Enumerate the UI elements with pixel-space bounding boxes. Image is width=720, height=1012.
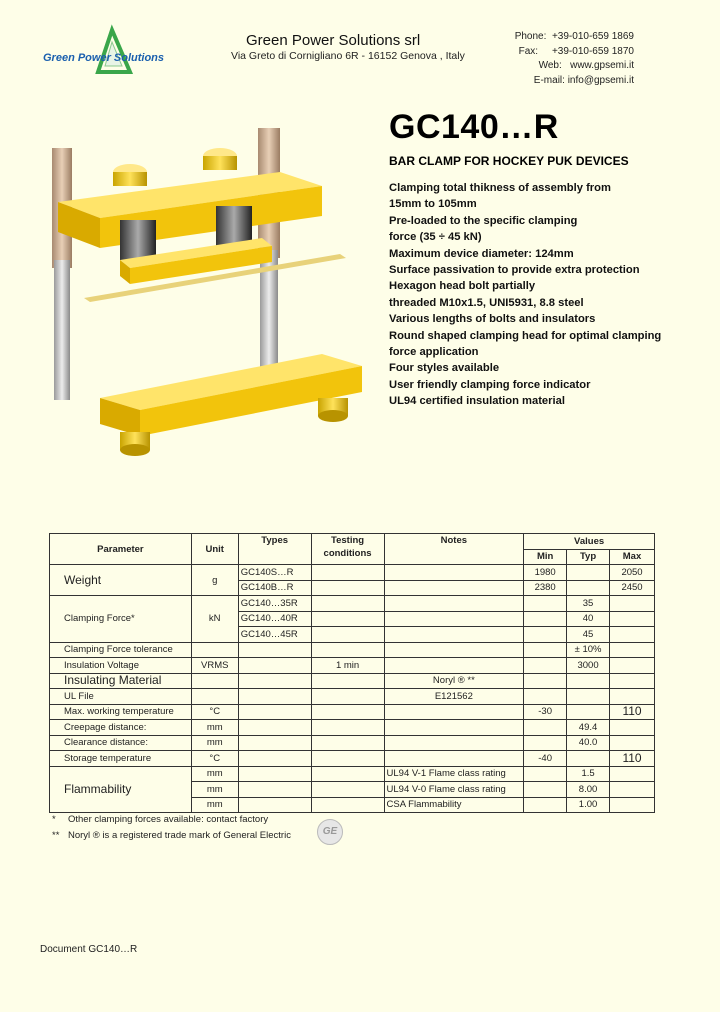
max-cell: 2450: [610, 580, 655, 596]
table-row: [50, 766, 655, 782]
feature-item: Pre-loaded to the specific clamping: [389, 214, 578, 227]
typ-cell: 40: [567, 611, 610, 627]
header-typ: Typ: [567, 549, 610, 565]
logo-text: Green Power Solutions: [43, 52, 165, 64]
unit-force: kN: [191, 596, 238, 643]
param-voltage: Insulation Voltage: [50, 658, 192, 674]
contact-email[interactable]: E-mail: info@gpsemi.it: [533, 74, 634, 86]
type-cell: GC140B…R: [238, 580, 311, 596]
header-testing: Testing conditions: [311, 534, 384, 565]
notes-cell: UL94 V-0 Flame class rating: [384, 782, 524, 798]
header-max: Max: [610, 549, 655, 565]
product-illustration: [40, 110, 380, 470]
company-name: Green Power Solutions srl: [246, 32, 421, 49]
unit-cell: mm: [191, 782, 238, 798]
header-types: Types: [238, 534, 311, 565]
notes-cell: Noryl ® **: [384, 673, 524, 689]
document-reference: Document GC140…R: [40, 944, 138, 955]
unit-voltage: VRMS: [191, 658, 238, 674]
param-ulfile: UL File: [50, 689, 192, 705]
typ-cell: [567, 565, 610, 581]
header-parameter: Parameter: [50, 534, 192, 565]
feature-item: Various lengths of bolts and insulators: [389, 313, 596, 326]
unit-weight: g: [191, 565, 238, 596]
typ-cell: [567, 580, 610, 596]
feature-item: 15mm to 105mm: [389, 198, 477, 211]
feature-item: Clamping total thikness of assembly from: [389, 182, 611, 194]
param-maxtemp: Max. working temperature: [50, 704, 192, 720]
contact-phone: Phone: +39-010-659 1869: [514, 31, 634, 42]
testing-cell: 1 min: [311, 658, 384, 674]
table-row: [50, 642, 655, 658]
feature-item: User friendly clamping force indicator: [389, 378, 591, 391]
feature-item: force application: [389, 346, 479, 359]
header-unit: Unit: [191, 534, 238, 565]
table-row: [50, 658, 655, 674]
feature-item: Hexagon head bolt partially: [389, 280, 536, 293]
feature-item: UL94 certified insulation material: [389, 395, 565, 408]
typ-cell: 45: [567, 627, 610, 643]
min-cell: -40: [524, 751, 567, 767]
typ-cell: 3000: [567, 658, 610, 674]
notes-cell: CSA Flammability: [384, 797, 524, 813]
feature-item: force (35 ÷ 45 kN): [389, 231, 482, 244]
product-title: GC140…R: [389, 108, 559, 146]
notes-cell: E121562: [384, 689, 524, 705]
header-notes: Notes: [384, 534, 524, 565]
min-cell: -30: [524, 704, 567, 720]
param-force: Clamping Force*: [50, 596, 192, 643]
table-row: [50, 720, 655, 736]
min-cell: 1980: [524, 565, 567, 581]
table-row: [50, 751, 655, 767]
feature-item: Four styles available: [389, 362, 500, 375]
typ-cell: 8.00: [567, 782, 610, 798]
feature-item: Maximum device diameter: 124mm: [389, 247, 574, 260]
type-cell: GC140…35R: [238, 596, 311, 612]
min-cell: 2380: [524, 580, 567, 596]
contact-web[interactable]: Web: www.gpsemi.it: [538, 60, 634, 71]
feature-item: Surface passivation to provide extra protection: [389, 264, 640, 277]
unit-cell: mm: [191, 797, 238, 813]
feature-item: Round shaped clamping head for optimal clamping: [389, 329, 662, 342]
type-cell: GC140…40R: [238, 611, 311, 627]
notes-cell: UL94 V-1 Flame class rating: [384, 766, 524, 782]
spec-table: [49, 533, 655, 813]
unit-cell: mm: [191, 735, 238, 751]
contact-fax: Fax: +39-010-659 1870: [518, 45, 634, 57]
param-clearance: Clearance distance:: [50, 735, 192, 751]
typ-cell: 1.5: [567, 766, 610, 782]
max-cell: 110: [610, 704, 655, 720]
param-creepage: Creepage distance:: [50, 720, 192, 736]
unit-cell: °C: [191, 704, 238, 720]
max-cell: 110: [610, 751, 655, 767]
param-storage: Storage temperature: [50, 751, 192, 767]
table-row: [50, 565, 655, 581]
param-flammability: Flammability: [50, 766, 192, 813]
max-cell: 2050: [610, 565, 655, 581]
table-row: [50, 596, 655, 612]
footnote-1: * Other clamping forces available: contact factory: [52, 814, 269, 825]
feature-item: threaded M10x1.5, UNI5931, 8.8 steel: [389, 296, 584, 309]
unit-cell: mm: [191, 766, 238, 782]
ge-logo-icon: GE: [317, 819, 343, 845]
table-row: [50, 735, 655, 751]
param-weight: Weight: [50, 565, 192, 596]
typ-cell: 40.0: [567, 735, 610, 751]
company-address: Via Greto di Cornigliano 6R - 16152 Genova , Italy: [231, 50, 465, 62]
typ-cell: 35: [567, 596, 610, 612]
table-row: [50, 673, 655, 689]
typ-cell: ± 10%: [567, 642, 610, 658]
company-logo: [38, 22, 188, 78]
type-cell: GC140…45R: [238, 627, 311, 643]
unit-cell: mm: [191, 720, 238, 736]
typ-cell: 49.4: [567, 720, 610, 736]
type-cell: GC140S…R: [238, 565, 311, 581]
unit-cell: °C: [191, 751, 238, 767]
header-values: Values: [524, 534, 655, 550]
product-subtitle: BAR CLAMP FOR HOCKEY PUK DEVICES: [389, 154, 629, 168]
table-row: [50, 689, 655, 705]
feature-list: [389, 180, 689, 410]
param-material: Insulating Material: [50, 673, 192, 689]
param-tolerance: Clamping Force tolerance: [50, 642, 192, 658]
typ-cell: 1.00: [567, 797, 610, 813]
contact-block: [515, 30, 634, 88]
footnote-2: ** Noryl ® is a registered trade mark of General Electric: [52, 830, 291, 841]
header-min: Min: [524, 549, 567, 565]
table-row: [50, 704, 655, 720]
